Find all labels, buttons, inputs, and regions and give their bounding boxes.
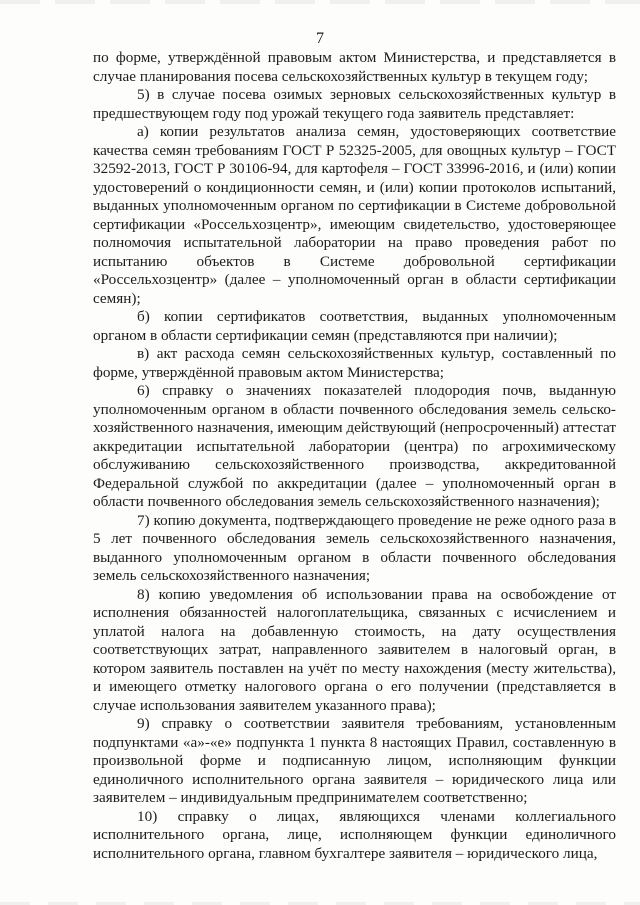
paragraph-item-8: 8) копию уведомления об использовании права на освобождение от исполнения обязанностей налогоплательщика, связанных с исчислением и уплатой налога на добавленную стоимость, на дату осуществления соответствующих затрат, направленного заявителем в налоговый орган, в котором заявитель поставлен на учёт по месту нахождения (месту жительства), и имеющего отметку налогового органа о его получении (представляется в случае использования заявителем указанного права); (93, 585, 616, 714)
paragraph-item-6: 6) справку о значениях показателей плодородия почв, выданную уполномоченным органом в области почвенного обследования земель сельско-хозяйственного назначения, имеющим действующий (непросроченный) аттестат аккредитации испытательной лаборатории (центра) по агрохимическому обслуживанию сельскохозяйственного производства, аккредитованной Федеральной службой по аккредитации (далее – уполномоченный орган в области почвенного обследования земель сельскохозяйственного назначения); (93, 382, 616, 510)
page-number: 7 (316, 30, 324, 47)
paragraph-item-9: 9) справку о соответствии заявителя требованиям, установленным подпунктами «а»-«е» подпункта 1 пункта 8 настоящих Правил, составленную в произвольной форме и подписанную лицом, исполняющим функции единоличного исполнительного органа заявителя – юридического лица или заявителем – индивидуальным предпринимателем соответственно; (93, 715, 616, 806)
scan-edge-top (0, 0, 640, 4)
paragraph-subitem-a: а) копии результатов анализа семян, удостоверяющих соответствие качества семян требованиям ГОСТ Р 52325-2005, для овощных культур – ГОСТ 32592-2013, ГОСТ Р 30106-94, для картофеля – ГОСТ 33996-2016, и (или) копии удостоверений о кондиционности семян, и (или) копии протоколов испытаний, выданных уполномоченным органом по сертификации в Системе добровольной сертификации «Россельхозцентр», имеющим свидетельство, удостоверяющее полномочия испытательной лаборатории на право проведения работ по испытанию объектов в Системе добровольной сертификации «Россельхозцентр» (далее – уполномоченный орган в области сертификации семян); (93, 123, 616, 307)
paragraph-continuation: по форме, утверждённой правовым актом Министерства, и представляется в случае планирования посева сельскохозяйственных культур в текущем году; (93, 49, 616, 85)
paragraph-item-5: 5) в случае посева озимых зерновых сельскохозяйственных культур в предшествующем году под урожай текущего года заявитель представляет: (93, 86, 616, 122)
paragraph-item-7: 7) копию документа, подтверждающего проведение не реже одного раза в 5 лет почвенного обследования земель сельскохозяйственного назначения, выданного уполномоченным органом в области почвенного обследования земель сельскохозяйственного назначения; (93, 511, 616, 584)
paragraph-subitem-v: в) акт расхода семян сельскохозяйственных культур, составленный по форме, утверждённой правовым актом Министерства; (93, 345, 616, 381)
paragraph-item-10: 10) справку о лицах, являющихся членами коллегиального исполнительного органа, лице, исполняющем функции единоличного исполнительного органа, главном бухгалтере заявителя – юридического лица, (93, 807, 616, 862)
paragraph-subitem-b: б) копии сертификатов соответствия, выданных уполномоченным органом в области сертификации семян (представляются при наличии); (93, 308, 616, 344)
body-text (93, 49, 616, 863)
